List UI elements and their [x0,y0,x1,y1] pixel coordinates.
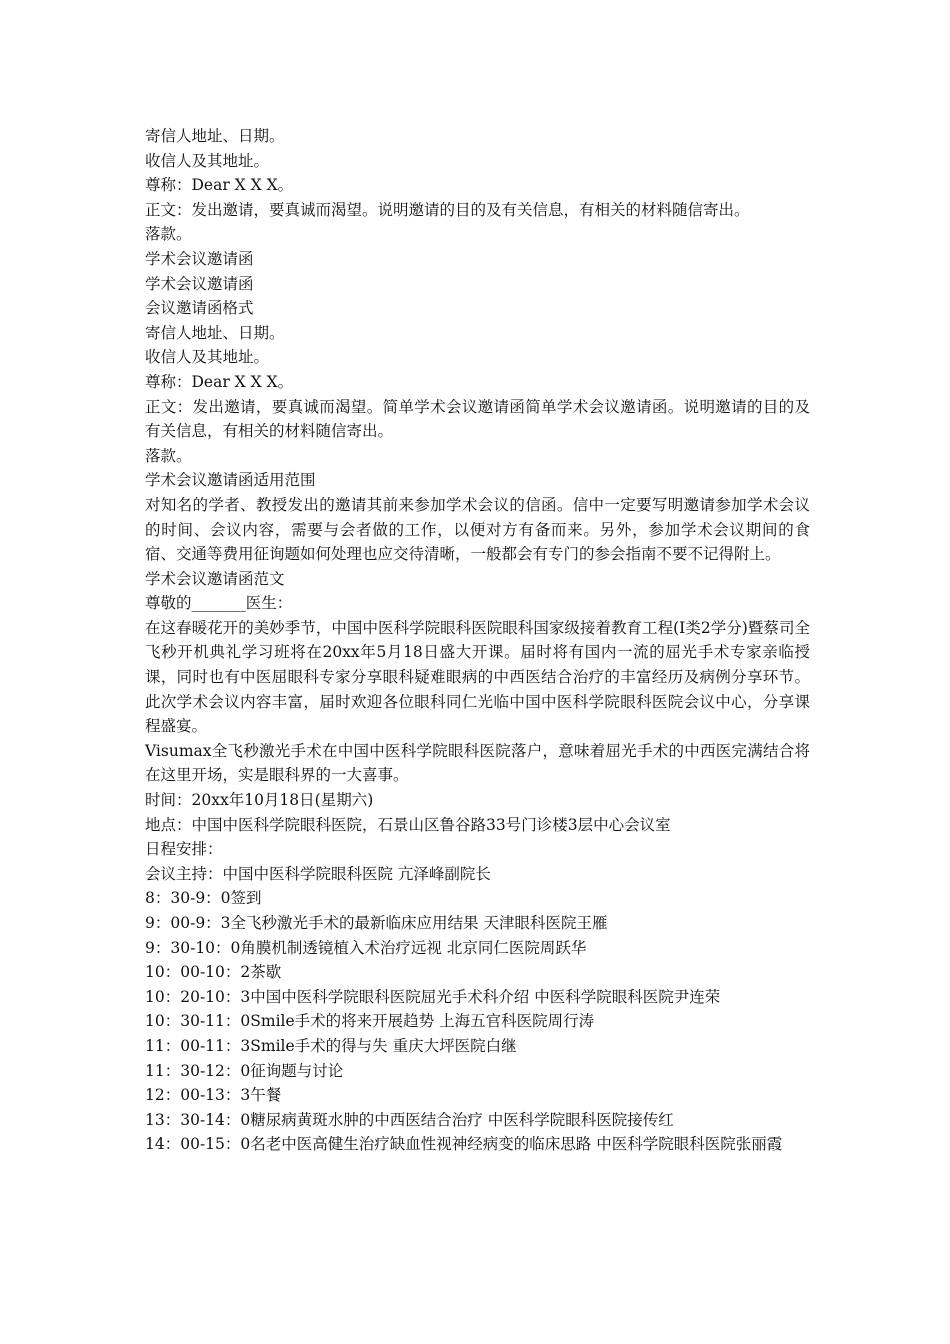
paragraph: 13：30-14：0糖尿病黄斑水肿的中西医结合治疗 中医科学院眼科医院接传红 [145,1110,674,1129]
paragraph: 会议邀请函格式 [145,299,254,318]
paragraph: 11：00-11：3Smile手术的得与失 重庆大坪医院白继 [145,1036,517,1055]
paragraph: 尊称：Dear X X X。 [145,372,294,391]
paragraph: 收信人及其地址。 [145,151,270,170]
paragraph: 时间：20xx年10月18日(星期六) [145,791,374,810]
paragraph: 尊敬的_______医生： [145,594,293,613]
paragraph: 对知名的学者、教授发出的邀请其前来参加学术会议的信函。信中一定要写明邀请参加学术会议的时间、会议内容，需要与会者做的工作，以便对方有备而来。另外，参加学术会议期间的食宿、交通等费用征询题如何处理也应交待清晰，一般都会有专门的参会指南不要不记得附上。 [145,495,810,564]
paragraph: 12：00-13：3午餐 [145,1086,282,1105]
paragraph: 10：00-10：2茶歇 [145,963,282,982]
paragraph: 寄信人地址、日期。 [145,127,285,145]
paragraph: 日程安排： [145,840,223,859]
paragraph: 正文：发出邀请，要真诚而渴望。说明邀请的目的及有关信息，有相关的材料随信寄出。 [145,200,750,219]
paragraph: 地点：中国中医科学院眼科医院，石景山区鲁谷路33号门诊楼3层中心会议室 [145,815,671,834]
paragraph: 尊称：Dear X X X。 [145,176,294,195]
paragraph: 学术会议邀请函适用范围 [145,471,316,490]
paragraph: 落款。 [145,446,192,465]
paragraph: 9：00-9：3全飞秒激光手术的最新临床应用结果 天津眼科医院王雁 [145,914,608,932]
document-body [145,124,810,1157]
paragraph: 在这春暖花开的美妙季节，中国中医科学院眼科医院眼科国家级接着教育工程(I类2学分)暨蔡司全飞秒开机典礼学习班将在20xx年5月18日盛大开课。届时将有国内一流的屈光手术专家亲临授课，同时也有中医屈眼科专家分享眼科疑难眼病的中西医结合治疗的丰富经历及病例分享环节。此次学术会议内容丰富，届时欢迎各位眼科同仁光临中国中医科学院眼科医院会议中心，分享课程盛宴。 [145,618,810,736]
paragraph: 收信人及其地址。 [145,348,270,367]
paragraph: 学术会议邀请函 [145,274,254,293]
paragraph: 正文：发出邀请，要真诚而渴望。简单学术会议邀请函简单学术会议邀请函。说明邀请的目的及有关信息，有相关的材料随信寄出。 [145,397,810,441]
paragraph: 学术会议邀请函范文 [145,569,285,588]
paragraph: 14：00-15：0名老中医高健生治疗缺血性视神经病变的临床思路 中医科学院眼科医院张丽霞 [145,1135,783,1154]
paragraph: 9：30-10：0角膜机制透镜植入术治疗远视 北京同仁医院周跃华 [145,938,587,957]
paragraph: 落款。 [145,225,192,244]
paragraph: 11：30-12：0征询题与讨论 [145,1061,344,1080]
paragraph: 8：30-9：0签到 [145,889,262,908]
paragraph: 寄信人地址、日期。 [145,323,285,342]
paragraph: 10：30-11：0Smile手术的将来开展趋势 上海五官科医院周行涛 [145,1012,595,1031]
paragraph: 会议主持：中国中医科学院眼科医院 亢泽峰副院长 [145,864,491,883]
paragraph: Visumax全飞秒激光手术在中国中医科学院眼科医院落户，意味着屈光手术的中西医完满结合将在这里开场，实是眼科界的一大喜事。 [145,741,810,785]
paragraph: 10：20-10：3中国中医科学院眼科医院屈光手术科介绍 中医科学院眼科医院尹连荣 [145,987,721,1006]
paragraph: 学术会议邀请函 [145,249,254,268]
